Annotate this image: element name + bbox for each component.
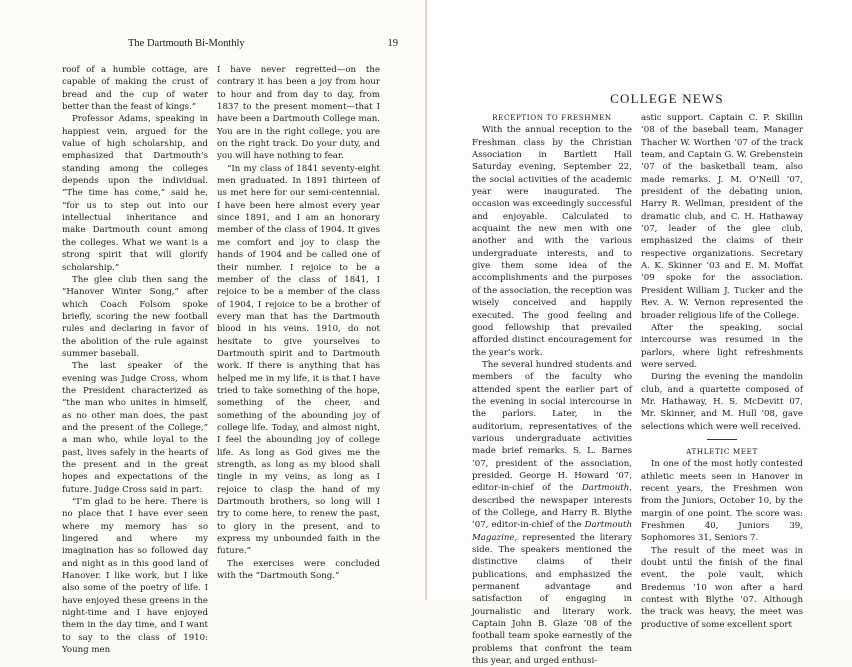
paragraph: The exercises were concluded with the “Dartmouth Song.” [217,558,380,582]
paragraph: The result of the meet was in doubt until the finish of the final event, the pole vault, which Bredemus ’10 won after a hard contest with Blythe ’07. Although the track was heavy, the meet was productive of some excellent sport [641,545,803,630]
paragraph: During the evening the mandolin club, and a quartette composed of Mr. Hathaway, H. S. McDevitt 07, Mr. Skinner, and M. Hull ’08, gave selections which were well received. [641,372,803,432]
text-run: The several hundred students and members of the faculty who attended spent the earlier part of the evening in social intercourse in the parlors. Later, in the auditorium, representatives of the various undergraduate activities made brief remarks. S. L. Barnes ’07, president of the association, presided. George H. Howard ’07, editor-in-chief of the [472,359,632,494]
text-run: , represented the literary side. The speakers mentioned the distinctive claims of their publications, and emphasized the permanent advantage and satisfaction of engaging in journalistic and literary work. Captain John B. Glaze ’08 of the football team spoke earnestly of the problems that confront the team this year, and urged enthusi- [472,532,632,667]
paragraph: roof of a humble cottage, are capable of making the crust of bread and the cup of water better than the feast of kings.” [62,65,208,113]
publication-title: Dartmouth Magazine [472,520,633,543]
paragraph: The glee club then sang the “Hanover Winter Song,” after which Coach Folsom spoke briefly, scoring the new football rules and declaring in favor of the abolition of the rule against summer baseball. [62,274,208,359]
paragraph: The last speaker of the evening was Judge Cross, whom the President characterized as “the man who unites in himself, as no other man does, the past and the present of the College,” a man who, while loyal to the past, lives safely in the hearts of the present and in the great hopes and expectations of the future. Judge Cross said in part: [62,361,208,495]
page-number: 19 [387,38,398,49]
left-column-1 [62,64,208,657]
left-page [0,0,425,656]
paragraph: I have never regretted—on the contrary it has been a joy from hour to hour and from day to day, from 1837 to the present moment—that I have been a Dartmouth College man. You are in the right college, you are on the right track. Do your duty, and you will have nothing to fear. [217,65,380,162]
paragraph: After the speaking, social intercourse was resumed in the parlors, where light refreshments were served. [641,322,803,370]
section-title: COLLEGE NEWS [610,91,724,106]
left-column-2 [217,64,380,582]
paragraph: “In my class of 1841 seventy-eight men graduated. In 1891 thirteen of us met here for our semi-centennial. I have been here almost every year since 1891, and I am an honorary member of the class of 1904. It gives me comfort and joy to clasp the hands of 1904 and be called one of their number. I rejoice to be a member of the class of 1841, I rejoice to be a member of the class of 1904, I rejoice to be a brother of every man that has the Dartmouth blood in his veins. 1910, do not hesitate to give yourselves to Dartmouth spirit and to Dartmouth work. If there is anything that has helped me in my life, it is that I have tried to take something of the hope, something of the cheer, and something of the abounding joy of college life. Today, and almost night, I feel the abounding joy of college life. As long as God gives me the strength, as long as my blood shall tingle in my veins, as long as I rejoice to clasp the hand of my Dartmouth brothers, so long will I try to come here, to renew the past, to glory in the present, and to express my unbounded faith in the future.” [217,163,380,557]
section-divider [707,439,737,440]
paragraph: “I’m glad to be here. There is no place that I have ever seen where my memory has so lingered and where my imagination has so followed day and night as in this good land of Hanover. I like work, but I like also some of the poetry of life. I have enjoyed these greens in the night-time and I have enjoyed them in the day time, and I want to say to the class of 1910: Young men [62,497,208,656]
paragraph [472,359,632,667]
right-column-2 [641,112,803,631]
athletic-heading: ATHLETIC MEET [686,446,758,456]
publication-title: Dartmouth [581,483,630,494]
reception-heading: RECEPTION TO FRESHMEN [492,113,612,122]
paragraph: astic support. Captain C. P. Skillin ’08 of the baseball team, Manager Thacher W. Worthen ’07 of the track team, and Captain G. W. Grebenstein ’07 of the basketball team, also made remarks. J. M. O’Neill ’07, president of the debating union, Harry R. Wellman, president of the dramatic club, and C. H. Hathaway ’07, leader of the glee club, emphasized the claims of their respective organizations. Secretary A. K. Skinner ’03 and E. M. Moffat ’09 spoke for the association. President William J. Tucker and the Rev. A. W. Vernon represented the broader religious life of the College. [641,113,803,321]
right-page [427,0,852,667]
paragraph: Professor Adams, speaking in happiest vein, argued for the value of high scholarship, and emphasized that Dartmouth’s standing among the colleges depends upon the individual. “The time has come,” said he, “for us to step out into our intellectual inheritance and make Dartmouth count among the colleges. What we want is a strong spirit that will glorify scholarship.” [62,114,208,273]
running-title: The Dartmouth Bi-Monthly [128,38,245,49]
paragraph: With the annual reception to the Freshman class by the Christian Association in Bartlett Hall Saturday evening, September 22, the social activities of the academic year were inaugurated. The occasion was exceedingly successful and enjoyable. Calculated to acquaint the new men with one another and with the various undergraduate interests, and to give them some idea of the accomplishments and the purposes of the association, the reception was wisely conceived and happily executed. The good feeling and good fellowship that prevailed afforded distinct encouragement for the year’s work. [472,125,632,358]
right-column-1 [472,112,632,667]
text-run: , described the newspaper interests of the College, and Harry R. Blythe ’07, editor-in-chief of the [472,483,633,531]
paragraph: In one of the most hotly contested athletic meets seen in Hanover in recent years, the Freshmen won from the Juniors, October 10, by the margin of one point. The score was: Freshmen 40, Juniors 39, Sophomores 31, Seniors 7. [641,459,803,544]
